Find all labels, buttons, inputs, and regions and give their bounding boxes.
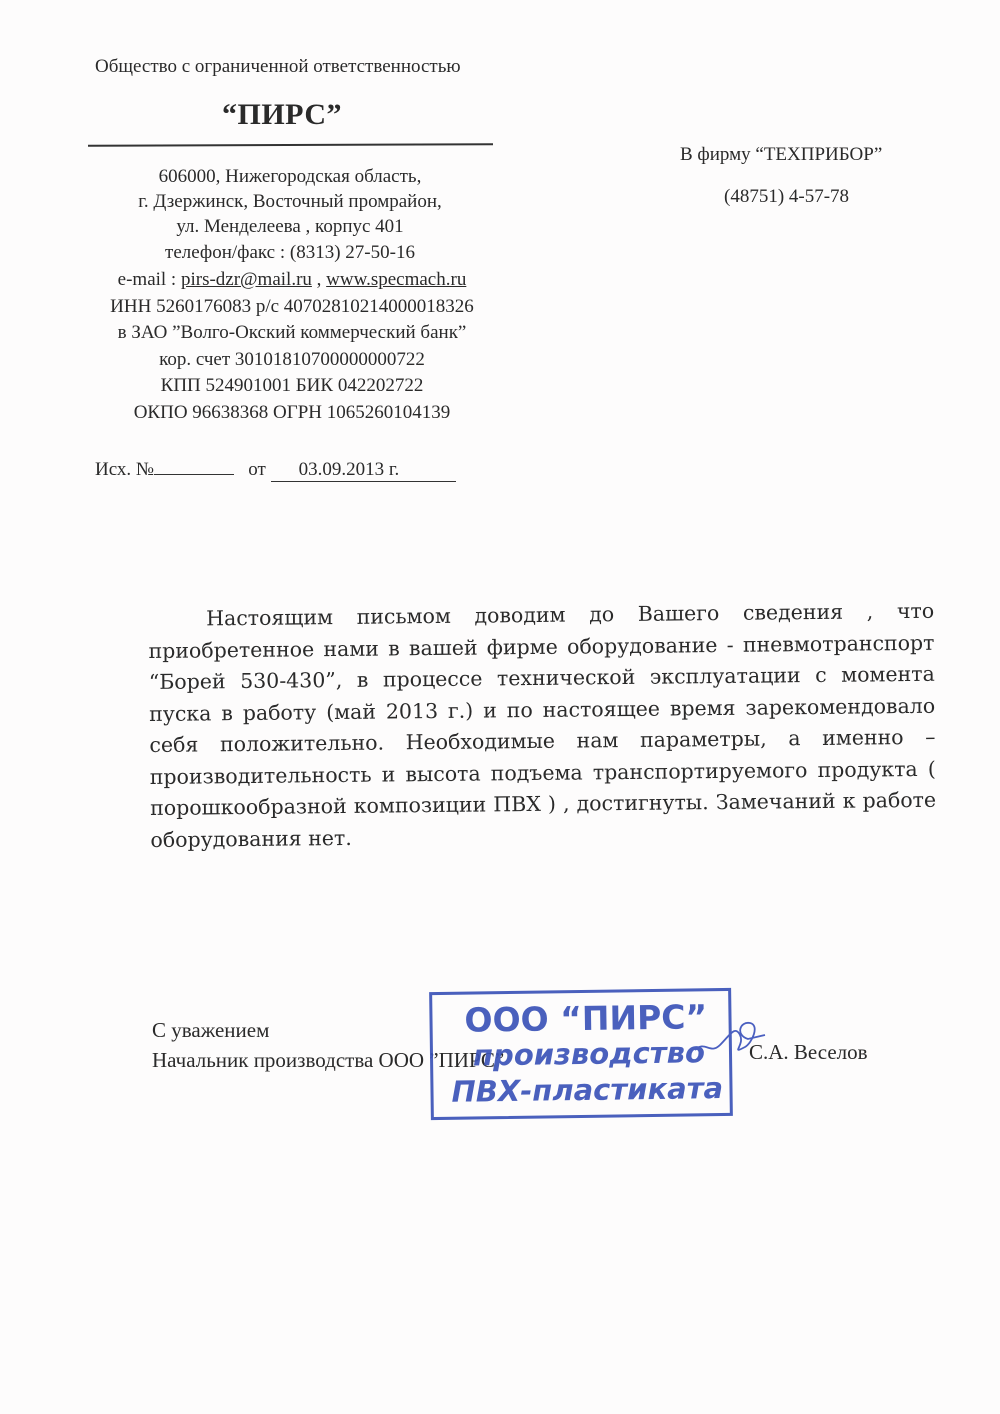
handwritten-signature bbox=[690, 1005, 770, 1065]
org-type: Общество с ограниченной ответственностью bbox=[95, 56, 461, 77]
letter-body: Настоящим письмом доводим до Вашего сведения , что приобретенное нами в вашей фирме оборудование - пневмотранспорт “Борей 530-430”, в процессе технической эксплуатации с момента пуска в работу (май 2013 г.) и по настоящее время зарекомендовало себя положительно. Необходимые нам параметры, а именно – производительность и высота подъема транспортируемого продукта ( порошкообразной композиции ПВХ ) , достигнуты. Замечаний к работе оборудования нет. bbox=[148, 598, 937, 852]
ref-number-label: Исх. № bbox=[95, 459, 155, 480]
closing-regards: С уважением bbox=[152, 1018, 270, 1042]
recipient-phone: (48751) 4-57-78 bbox=[724, 186, 850, 207]
website-link[interactable]: www.specmach.ru bbox=[326, 269, 467, 290]
email-label: e-mail : bbox=[117, 269, 181, 290]
stamp-line-pvc: ПВХ-пластиката bbox=[451, 1071, 724, 1109]
ref-from-label: от bbox=[248, 459, 266, 480]
corr-account-line: кор. счет 30101810700000000722 bbox=[159, 349, 425, 370]
address-line: 606000, Нижегородская область, bbox=[158, 166, 422, 187]
ref-number-blank bbox=[154, 458, 234, 475]
signer-name: С.А. Веселов bbox=[749, 1040, 868, 1064]
bank-line: в ЗАО ”Волго-Окский коммерческий банк” bbox=[117, 322, 467, 343]
recipient-line: В фирму “ТЕХПРИБОР” bbox=[680, 144, 883, 165]
org-name: “ПИРС” bbox=[222, 98, 343, 131]
inn-line: ИНН 5260176083 р/с 40702810214000018326 bbox=[110, 296, 474, 317]
phone-fax-line: телефон/факс : (8313) 27-50-16 bbox=[165, 242, 415, 263]
address-line: ул. Менделеева , корпус 401 bbox=[176, 216, 404, 237]
okpo-ogrn-line: ОКПО 96638368 ОГРН 1065260104139 bbox=[133, 402, 451, 423]
kpp-bik-line: КПП 524901001 БИК 042202722 bbox=[160, 375, 424, 396]
outgoing-reference bbox=[95, 458, 456, 482]
stamp-org-name: ООО “ПИРС” bbox=[464, 997, 708, 1040]
company-stamp bbox=[429, 988, 733, 1120]
separator: , bbox=[311, 269, 327, 290]
address-line: г. Дзержинск, Восточный промрайон, bbox=[138, 191, 442, 212]
signer-position: Начальник производства ООО ”ПИРС” bbox=[152, 1048, 505, 1072]
ref-date: 03.09.2013 г. bbox=[271, 459, 456, 482]
stamp-line-production: производство bbox=[472, 1035, 706, 1073]
email-line bbox=[82, 269, 502, 291]
email-link[interactable]: pirs-dzr@mail.ru bbox=[180, 269, 312, 290]
header-divider bbox=[88, 143, 493, 146]
